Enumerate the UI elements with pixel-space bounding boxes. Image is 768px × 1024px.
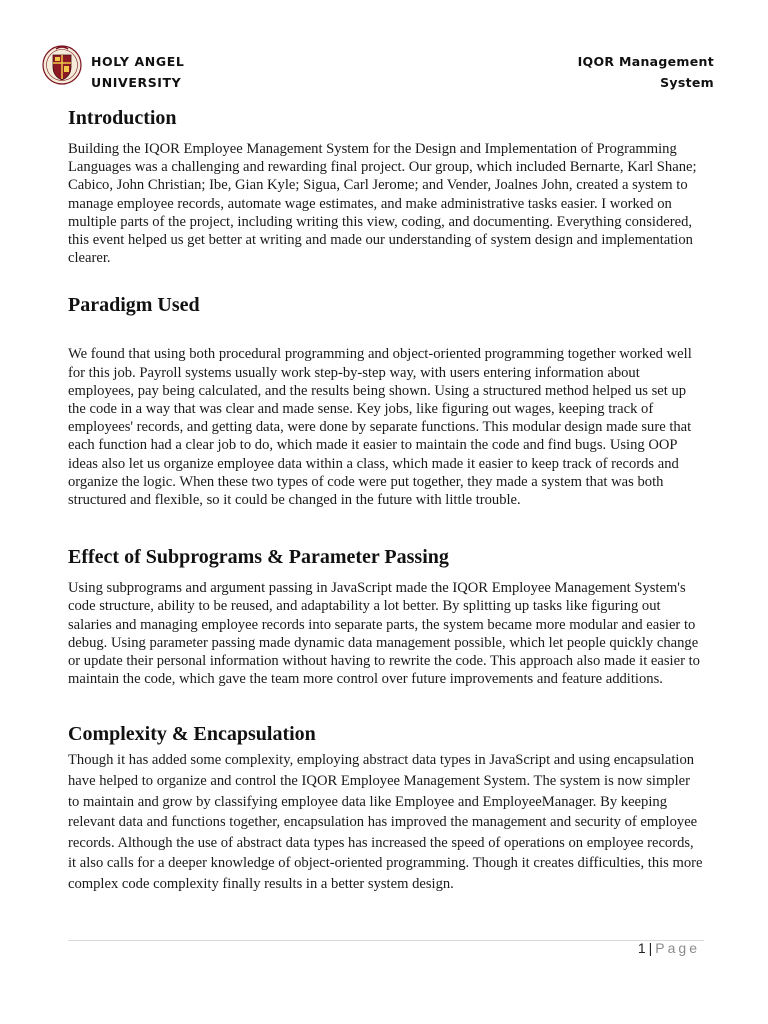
- section-paragraph: Though it has added some complexity, employing abstract data types in JavaScript and using encapsulation have helped to organize and control the IQOR Employee Management System. The system is now simpler to maintain and grow by classifying employee data like Employee and EmployeeManager. By keeping relevant data and functions together, encapsulation has improved the management and security of employee records. Although the use of abstract data types has increased the speed of operations on employee records, it also calls for a deeper knowledge of object-oriented programming. Though it creates difficulties, this more complex code complexity finally results in a better system design.: [68, 752, 703, 893]
- footer-divider: [68, 940, 704, 941]
- section-introduction: [68, 104, 704, 267]
- section-paradigm-used: [68, 291, 704, 509]
- section-heading: Paradigm Used: [68, 294, 200, 317]
- section-paragraph: We found that using both procedural programming and object-oriented programming together worked well for this job. Payroll systems usually work step-by-step way, with users entering information about employees, pay being calculated, and the results being shown. Using a structured method helped us set up the code in a way that was clear and made sense. Key jobs, like figuring out wages, keeping track of employees' records, and getting data, were done by separate functions. This modular design made sure that each function had a clear job to do, which made it easier to maintain the code and find bugs. Using OOP ideas also let us organize employee data within a class, which made it easier to keep track of records and organize the logic. When these two types of code were put together, they made a system that was both structured and flexible, so it could be changed in the future with little trouble.: [68, 346, 692, 509]
- page-number: 1: [637, 940, 646, 956]
- section-heading: Effect of Subprograms & Parameter Passing: [68, 546, 449, 569]
- document-body: [68, 104, 704, 895]
- system-name-line1: IQOR Management: [577, 54, 714, 69]
- page-header: [0, 0, 768, 100]
- page-label: Page: [655, 940, 700, 956]
- university-name: [91, 51, 184, 93]
- section-complexity-encapsulation: [68, 720, 704, 894]
- system-name: [578, 51, 714, 93]
- section-paragraph: Building the IQOR Employee Management System for the Design and Implementation of Programming Languages was a challenging and rewarding final project. Our group, which included Bernarte, Karl Shane; Cabico, John Christian; Ibe, Gian Kyle; Sigua, Carl Jerome; and Vender, Joalnes John, created a system to manage employee records, automate wage estimates, and make administrative tasks easier. I worked on multiple parts of the project, including writing this view, coding, and documenting. Everything considered, this event helped us get better at writing and made our understanding of system design and implementation clearer.: [68, 141, 697, 267]
- system-name-line2: System: [660, 75, 714, 90]
- section-subprograms: [68, 543, 704, 688]
- section-heading: Introduction: [68, 107, 177, 129]
- university-seal-icon: [42, 43, 82, 87]
- university-name-line2: UNIVERSITY: [91, 75, 182, 90]
- section-paragraph: Using subprograms and argument passing in JavaScript made the IQOR Employee Management System's code structure, ability to be reused, and adaptability a lot better. By splitting up tasks like figuring out salaries and managing employee records into separate parts, the system became more modular and easier to debug. Using parameter passing made dynamic data management possible, which let people quickly change or update their personal information without having to rewrite the code. This approach also made it easier to maintain the code, which gave the team more control over future improvements and feature additions.: [68, 580, 700, 688]
- page-footer: [638, 940, 700, 956]
- page-separator: |: [648, 940, 653, 956]
- university-name-line1: HOLY ANGEL: [91, 54, 185, 69]
- section-heading: Complexity & Encapsulation: [68, 723, 316, 746]
